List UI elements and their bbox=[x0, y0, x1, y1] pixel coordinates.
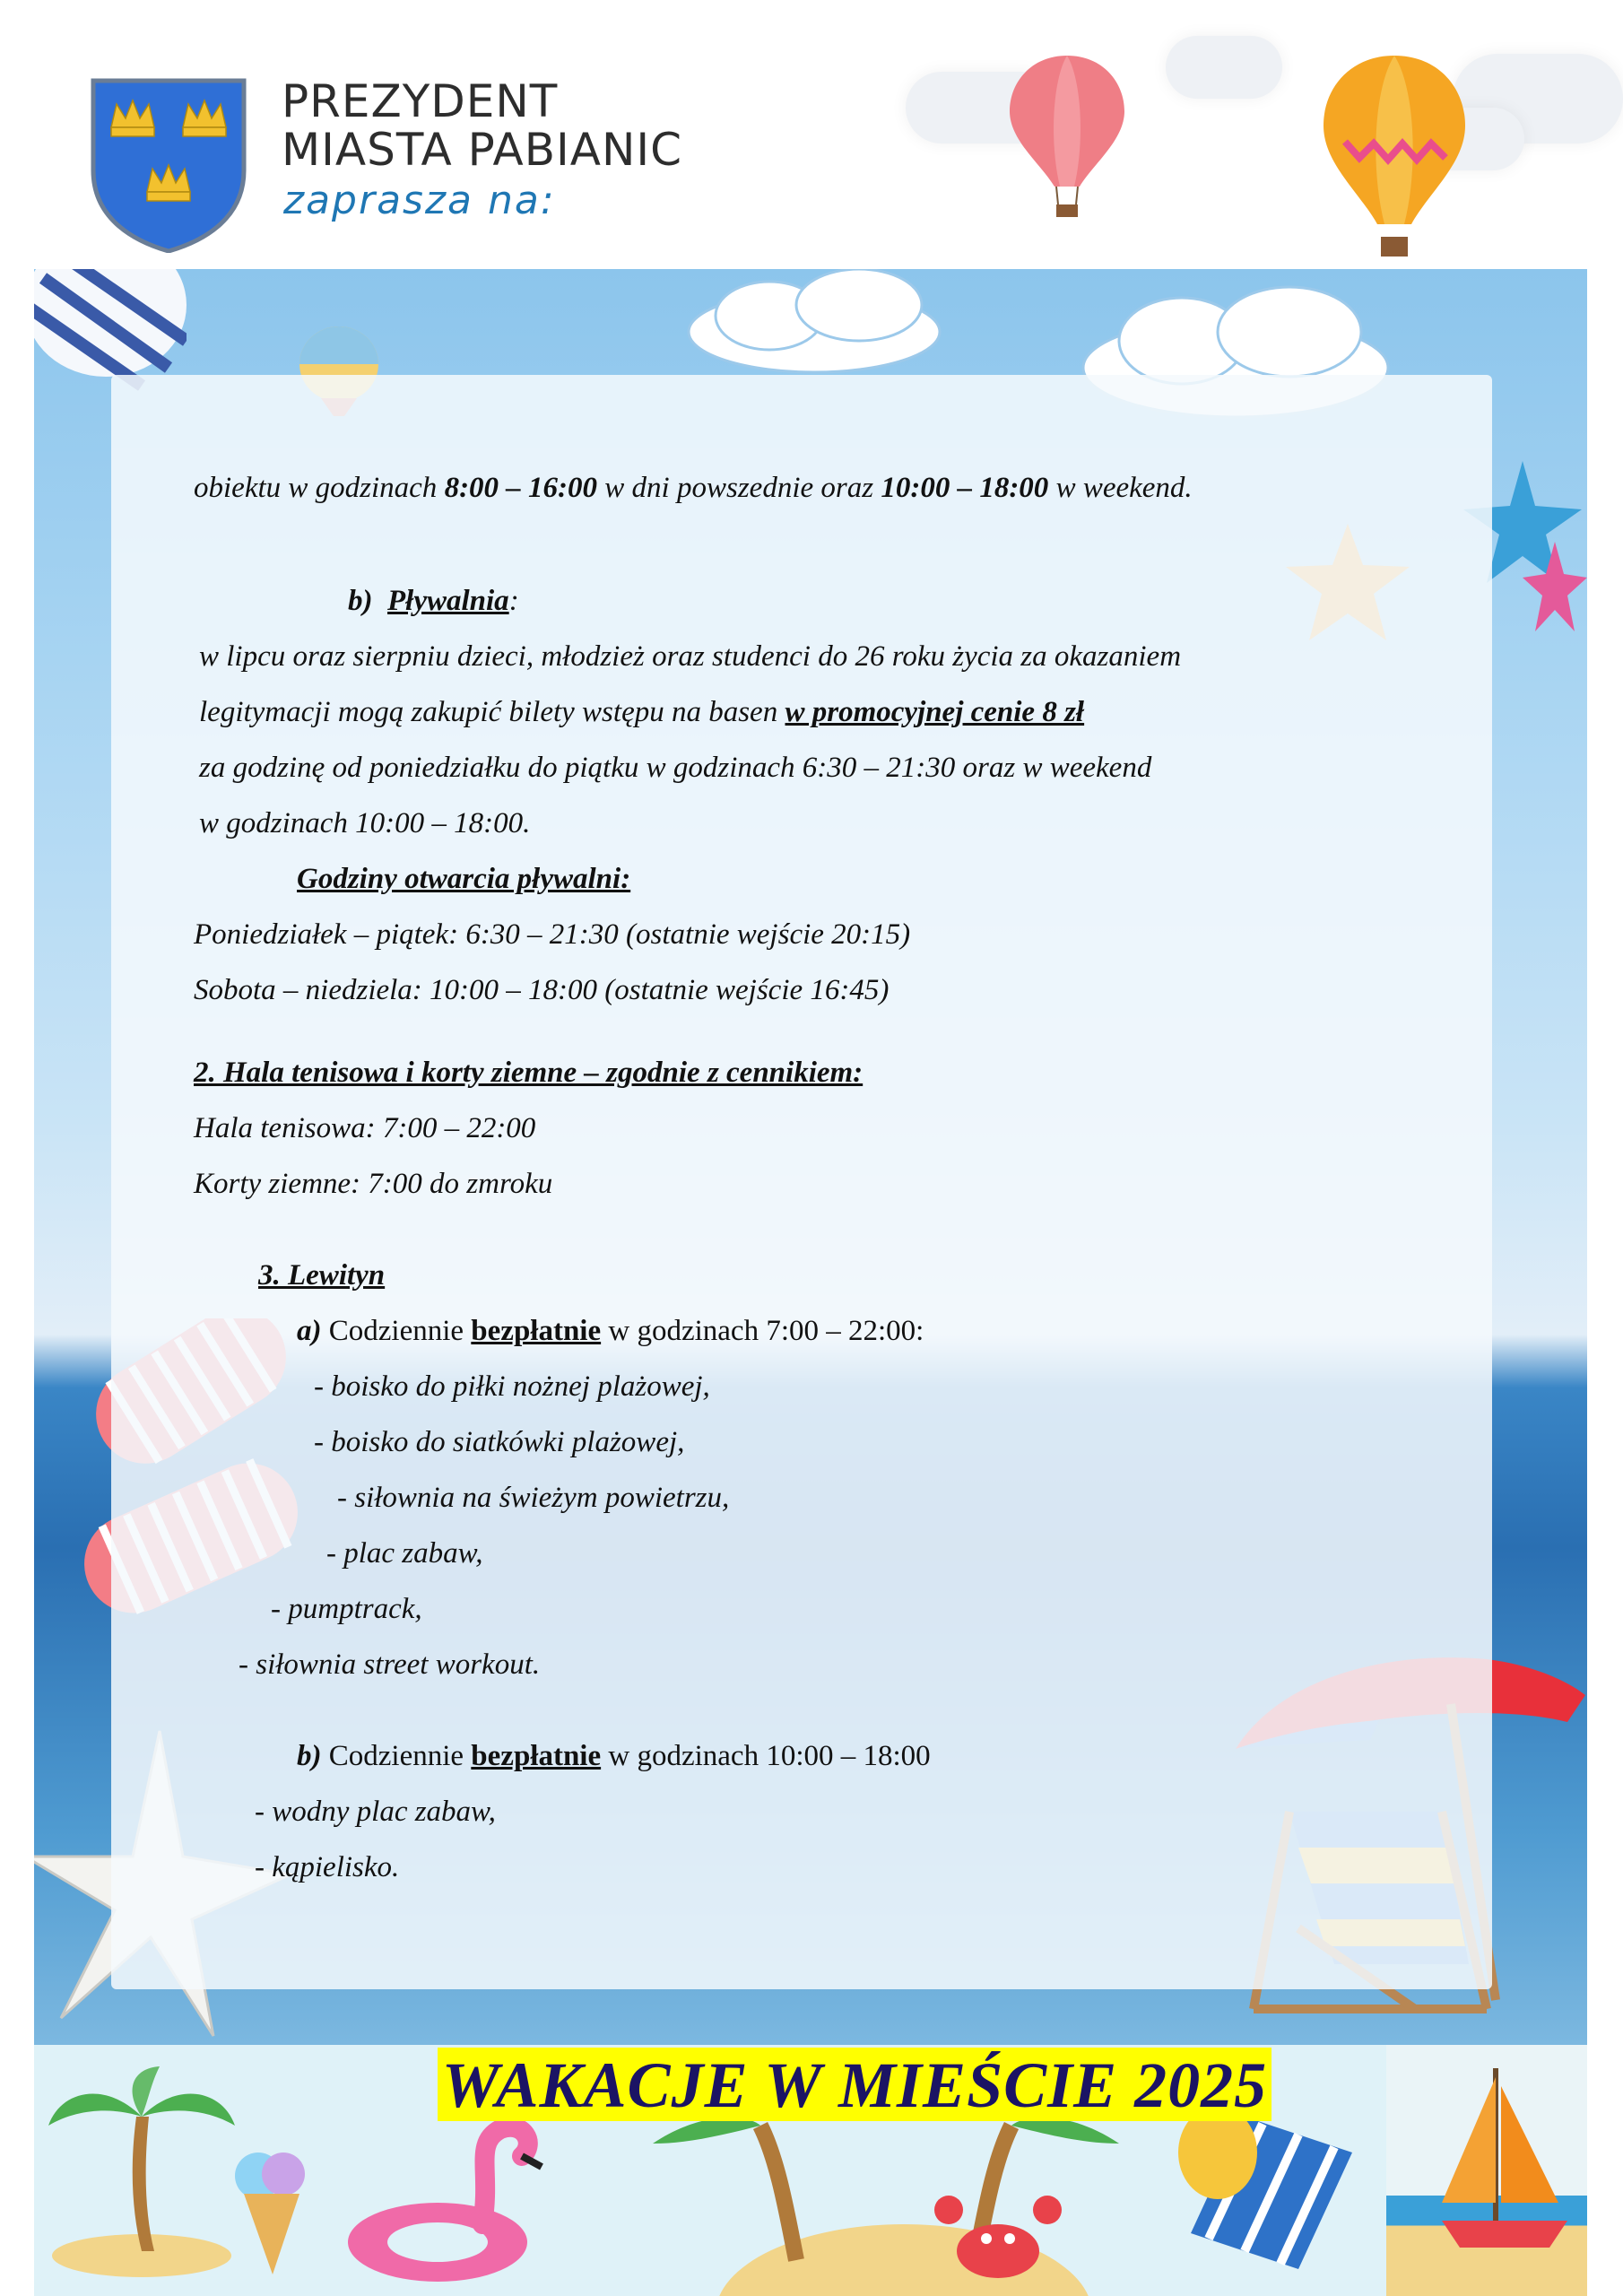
pool-hours-weekend: Sobota – niedziela: 10:00 – 18:00 (ostatnie wejście 16:45) bbox=[194, 974, 890, 1006]
section-title: Pływalnia bbox=[387, 585, 509, 617]
promo-price: w promocyjnej cenie 8 zł bbox=[785, 696, 1085, 728]
crab-icon bbox=[931, 2188, 1065, 2287]
flamingo-float-icon bbox=[339, 2117, 554, 2287]
ice-cream-icon bbox=[231, 2144, 312, 2278]
palm-tree-icon bbox=[43, 2063, 240, 2278]
poster-background bbox=[34, 269, 1587, 2045]
header bbox=[0, 0, 1623, 269]
pool-text-line bbox=[199, 696, 1084, 729]
pool-heading bbox=[348, 585, 519, 618]
cloud-decoration bbox=[1166, 36, 1282, 99]
tennis-section-title: 2. Hala tenisowa i korty ziemne – zgodnie z cennikiem: bbox=[194, 1057, 864, 1089]
text: : bbox=[508, 585, 519, 617]
pool-hours-weekday: Poniedziałek – piątek: 6:30 – 21:30 (ostatnie wejście 20:15) bbox=[194, 918, 911, 951]
text: w dni powszednie oraz bbox=[597, 472, 881, 504]
list-letter: a) bbox=[297, 1315, 322, 1347]
deck-chair-icon bbox=[1137, 2099, 1370, 2287]
pool-text-line: w godzinach 10:00 – 18:00. bbox=[199, 807, 531, 839]
island-icon bbox=[653, 2108, 1155, 2296]
pool-hours-title: Godziny otwarcia pływalni: bbox=[297, 863, 631, 895]
pool-text-line: za godzinę od poniedziałku do piątku w godzinach 6:30 – 21:30 oraz w weekend bbox=[199, 752, 1152, 784]
weekend-hours: 10:00 – 18:00 bbox=[881, 472, 1049, 504]
tennis-hall-hours: Hala tenisowa: 7:00 – 22:00 bbox=[194, 1112, 536, 1144]
text: Codziennie bbox=[321, 1315, 472, 1347]
lewityn-section-title: 3. Lewityn bbox=[258, 1259, 386, 1292]
summer-banner bbox=[438, 2048, 1271, 2121]
lewityn-a-line bbox=[297, 1315, 924, 1348]
invitation-text: zaprasza na: bbox=[283, 178, 556, 223]
list-item: - boisko do siatkówki plażowej, bbox=[314, 1426, 685, 1458]
text: obiektu w godzinach bbox=[194, 472, 445, 504]
banner-title: WAKACJE W MIEŚCIE 2025 bbox=[441, 2049, 1268, 2121]
list-item: - siłownia na świeżym powietrzu, bbox=[337, 1482, 730, 1514]
list-item: - kąpielisko. bbox=[255, 1851, 400, 1883]
list-item: - wodny plac zabaw, bbox=[255, 1796, 496, 1828]
tennis-courts-hours: Korty ziemne: 7:00 do zmroku bbox=[194, 1168, 553, 1200]
lewityn-b-line bbox=[297, 1740, 931, 1773]
list-letter: b) bbox=[297, 1740, 322, 1772]
text: w godzinach 10:00 – 18:00 bbox=[601, 1740, 931, 1772]
text: Codziennie bbox=[321, 1740, 472, 1772]
list-item: - boisko do piłki nożnej plażowej, bbox=[314, 1370, 710, 1403]
org-name-line1: PREZYDENT bbox=[282, 75, 559, 127]
document-body bbox=[34, 269, 1587, 2045]
list-item: - pumptrack, bbox=[271, 1593, 422, 1625]
list-letter: b) bbox=[348, 585, 373, 617]
org-name-line2: MIASTA PABIANIC bbox=[282, 124, 683, 176]
text: w godzinach 7:00 – 22:00: bbox=[601, 1315, 924, 1347]
organization-name bbox=[282, 77, 682, 174]
hot-air-balloon-icon bbox=[1004, 52, 1130, 222]
free-label: bezpłatnie bbox=[471, 1315, 602, 1347]
text: w weekend. bbox=[1048, 472, 1193, 504]
pool-text-line: w lipcu oraz sierpniu dzieci, młodzież oraz studenci do 26 roku życia za okazaniem bbox=[199, 640, 1182, 673]
opening-hours-line bbox=[194, 472, 1193, 505]
hot-air-balloon-icon bbox=[1318, 52, 1471, 267]
sailboat-icon bbox=[1433, 2059, 1576, 2283]
city-crest-icon bbox=[90, 77, 247, 253]
text: legitymacji mogą zakupić bilety wstępu na basen bbox=[199, 696, 785, 728]
free-label: bezpłatnie bbox=[471, 1740, 602, 1772]
list-item: - plac zabaw, bbox=[326, 1537, 483, 1570]
weekday-hours: 8:00 – 16:00 bbox=[444, 472, 598, 504]
list-item: - siłownia street workout. bbox=[239, 1648, 541, 1681]
